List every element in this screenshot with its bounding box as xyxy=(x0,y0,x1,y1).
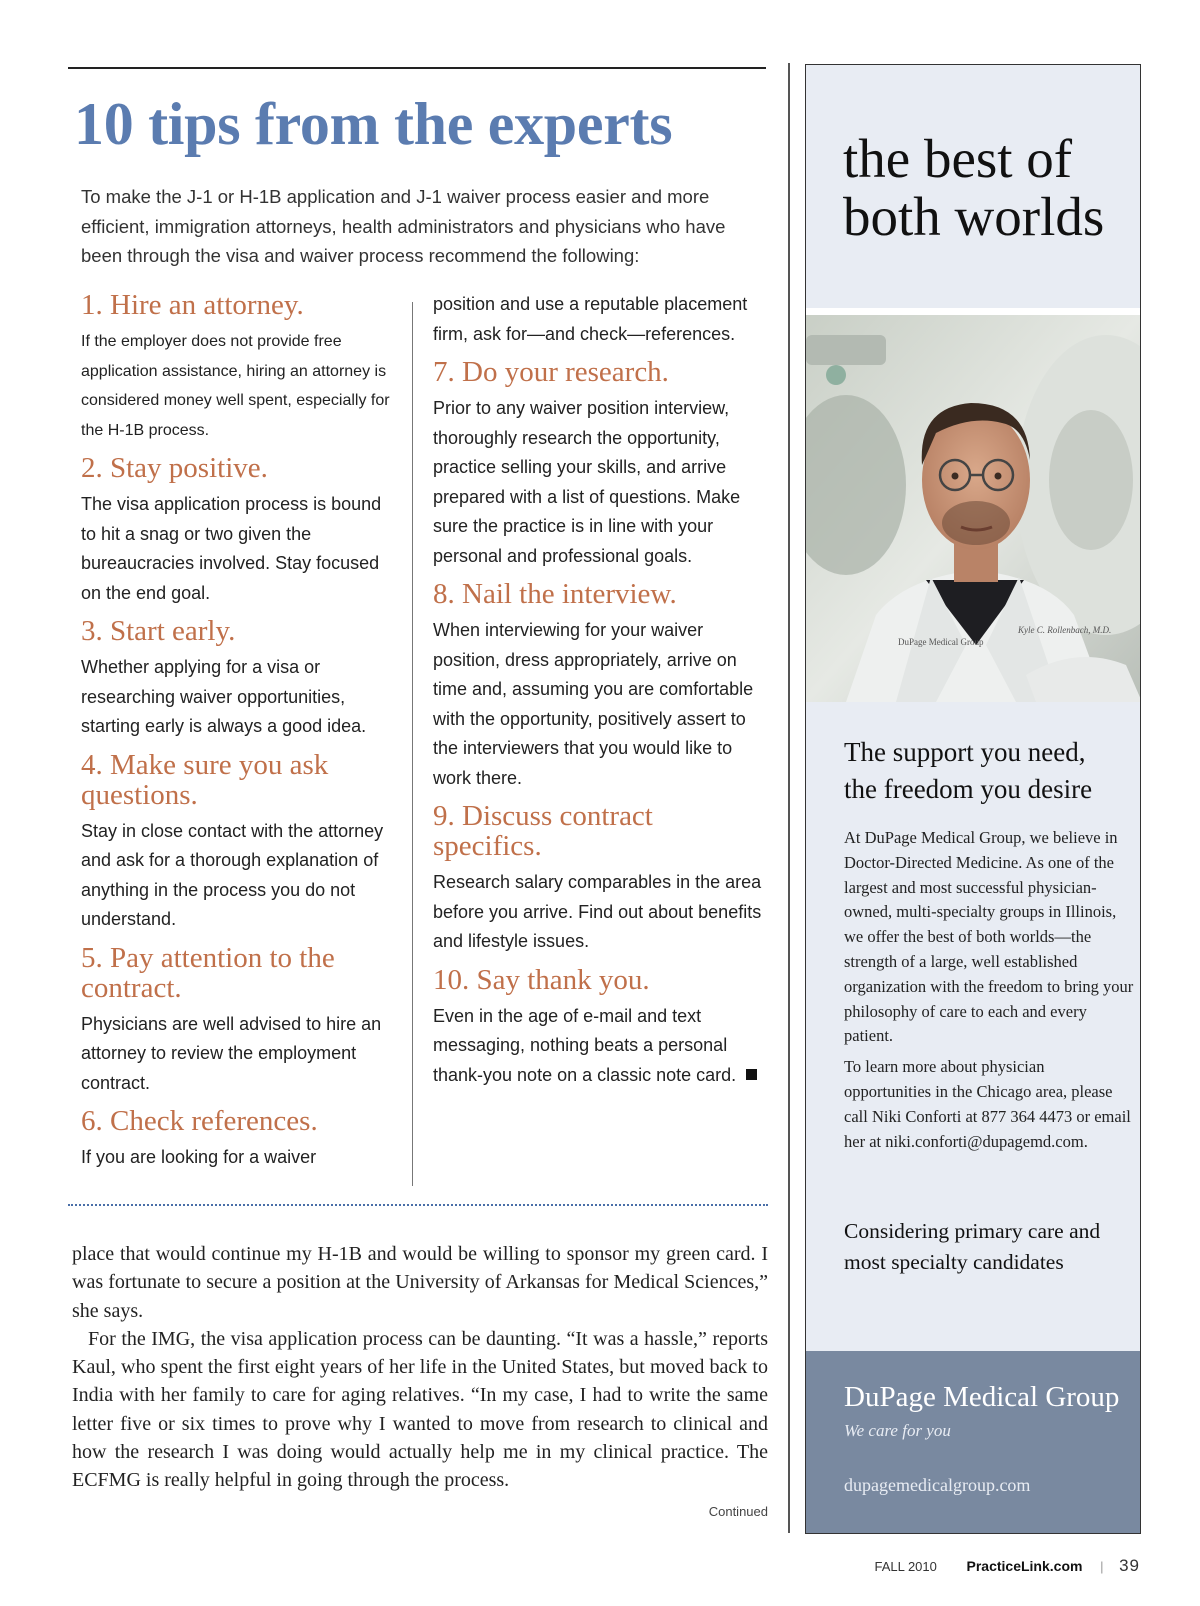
tip-1 xyxy=(81,290,401,445)
tip-body: Physicians are well advised to hire an attorney to review the employment contract. xyxy=(81,1013,382,1093)
doctor-photo-illustration xyxy=(806,315,1140,702)
tip-body: The visa application process is bound to hit a snag or two given the bureaucracies involved. Stay focused on the end goal. xyxy=(81,494,382,603)
ad-support-block xyxy=(806,702,1140,1351)
tip-4 xyxy=(81,750,401,935)
article-paragraph: place that would continue my H-1B and would be willing to sponsor my green card. I was fortunate to secure a position at the University of Arkansas for Medical Sciences,” she says. xyxy=(72,1243,768,1322)
brand-url: dupagemedicalgroup.com xyxy=(844,1475,1031,1495)
tip-body: If you are looking for a waiver xyxy=(81,1147,317,1167)
tip-heading: 7. Do your research. xyxy=(433,356,669,388)
page-number: 39 xyxy=(1119,1556,1140,1575)
tip-6-continued xyxy=(433,290,763,349)
tip-heading: 4. Make sure you ask questions. xyxy=(81,748,329,811)
tip-heading: 5. Pay attention to the contract. xyxy=(81,941,335,1004)
footer-separator: | xyxy=(1100,1559,1104,1574)
doctor-photo xyxy=(806,315,1140,702)
tip-10 xyxy=(433,965,763,1091)
advertisement-panel xyxy=(805,64,1141,1534)
coat-logo-text: DuPage Medical Group xyxy=(898,637,984,647)
page-title: 10 tips from the experts xyxy=(74,91,673,157)
tip-9 xyxy=(433,801,763,957)
tip-body: When interviewing for your waiver position, dress appropriately, arrive on time and, assuming you are comfortable with the opportunity, positively assert to the interviewers that you would like to work there. xyxy=(433,620,754,788)
site-name: PracticeLink.com xyxy=(966,1558,1083,1574)
tip-heading: 8. Nail the interview. xyxy=(433,578,677,610)
tip-body: Whether applying for a visa or researching waiver opportunities, starting early is always a good idea. xyxy=(81,657,367,736)
tips-column-right xyxy=(433,290,763,1098)
support-paragraph: At DuPage Medical Group, we believe in Doctor-Directed Medicine. As one of the largest and most successful physician-owned, multi-specialty groups in Illinois, we offer the best of both worlds—the strength of a large, well established organization with the freedom to bring your philosophy of care to each and every patient. xyxy=(844,828,1134,1046)
column-divider xyxy=(788,63,790,1533)
brand-name: DuPage Medical Group xyxy=(844,1381,1120,1413)
support-heading xyxy=(844,734,1134,808)
tips-column-left xyxy=(81,290,401,1181)
tip-body xyxy=(433,1002,763,1091)
article-body xyxy=(72,1240,768,1495)
tip-heading: 3. Start early. xyxy=(81,615,236,647)
tip-body: If the employer does not provide free application assistance, hiring an attorney is considered money well spent, especially for the H-1B process. xyxy=(81,333,390,439)
considering-candidates: Considering primary care and most specialty candidates xyxy=(844,1219,1101,1274)
brand-tagline: We care for you xyxy=(844,1421,951,1440)
tip-body: position and use a reputable placement firm, ask for—and check—references. xyxy=(433,294,748,344)
tip-heading: 1. Hire an attorney. xyxy=(81,289,304,321)
ad-brand-block xyxy=(806,1351,1140,1534)
ad-headline xyxy=(843,130,1133,246)
tip-body: Stay in close contact with the attorney and ask for a thorough explanation of anything in the process you do not understand. xyxy=(81,820,384,929)
tips-divider xyxy=(412,302,413,1186)
continued-label: Continued xyxy=(708,1504,768,1519)
tip-2 xyxy=(81,453,401,608)
tip-body: Prior to any waiver position interview, thoroughly research the opportunity, practice selling your skills, and arrive prepared with a list of questions. Make sure the practice is in line with your personal and professional goals. xyxy=(433,398,741,566)
tip-body-text: Even in the age of e-mail and text messaging, nothing beats a personal thank-you note on a classic note card. xyxy=(433,1005,737,1085)
dotted-divider xyxy=(68,1204,768,1206)
tip-heading: 6. Check references. xyxy=(81,1105,318,1137)
tip-7 xyxy=(433,357,763,571)
support-heading-line: the freedom you desire xyxy=(844,774,1093,804)
tip-5 xyxy=(81,943,401,1099)
ad-headline-line: both worlds xyxy=(843,186,1105,247)
tip-heading: 2. Stay positive. xyxy=(81,452,268,484)
end-mark-icon xyxy=(746,1069,757,1080)
ad-headline-block xyxy=(806,65,1140,308)
page-footer xyxy=(874,1556,1140,1576)
article-paragraph: For the IMG, the visa application process can be daunting. “It was a hassle,” reports Kaul, who spent the first eight years of her life in the United States, but moved back to India with her family to care for aging relatives. “In my case, I had to write the same letter five or six times to prove why I wanted to move from research to clinical and how the research I was doing would actually help me in my clinical practice. The ECFMG is really helpful in going through the process. xyxy=(72,1327,768,1492)
issue-label: FALL 2010 xyxy=(874,1559,937,1574)
contact-paragraph: To learn more about physician opportunities in the Chicago area, please call Niki Conforti at 877 364 4473 or email her at niki.conforti@dupagemd.com. xyxy=(844,1057,1131,1151)
intro-paragraph: To make the J-1 or H-1B application and J-1 waiver process easier and more efficient, immigration attorneys, health administrators and physicians who have been through the visa and waiver process recommend the following: xyxy=(81,186,726,266)
support-body xyxy=(844,826,1134,1154)
tip-heading: 10. Say thank you. xyxy=(433,963,650,996)
support-heading-line: The support you need, xyxy=(844,737,1086,767)
tip-8 xyxy=(433,579,763,793)
top-rule xyxy=(68,67,766,69)
tip-3 xyxy=(81,616,401,742)
tip-6 xyxy=(81,1106,401,1173)
coat-name-text: Kyle C. Rollenbach, M.D. xyxy=(1018,625,1112,635)
tip-body: Research salary comparables in the area before you arrive. Find out about benefits and lifestyle issues. xyxy=(433,872,762,951)
tip-heading: 9. Discuss contract specifics. xyxy=(433,800,653,862)
ad-headline-line: the best of xyxy=(843,128,1073,189)
